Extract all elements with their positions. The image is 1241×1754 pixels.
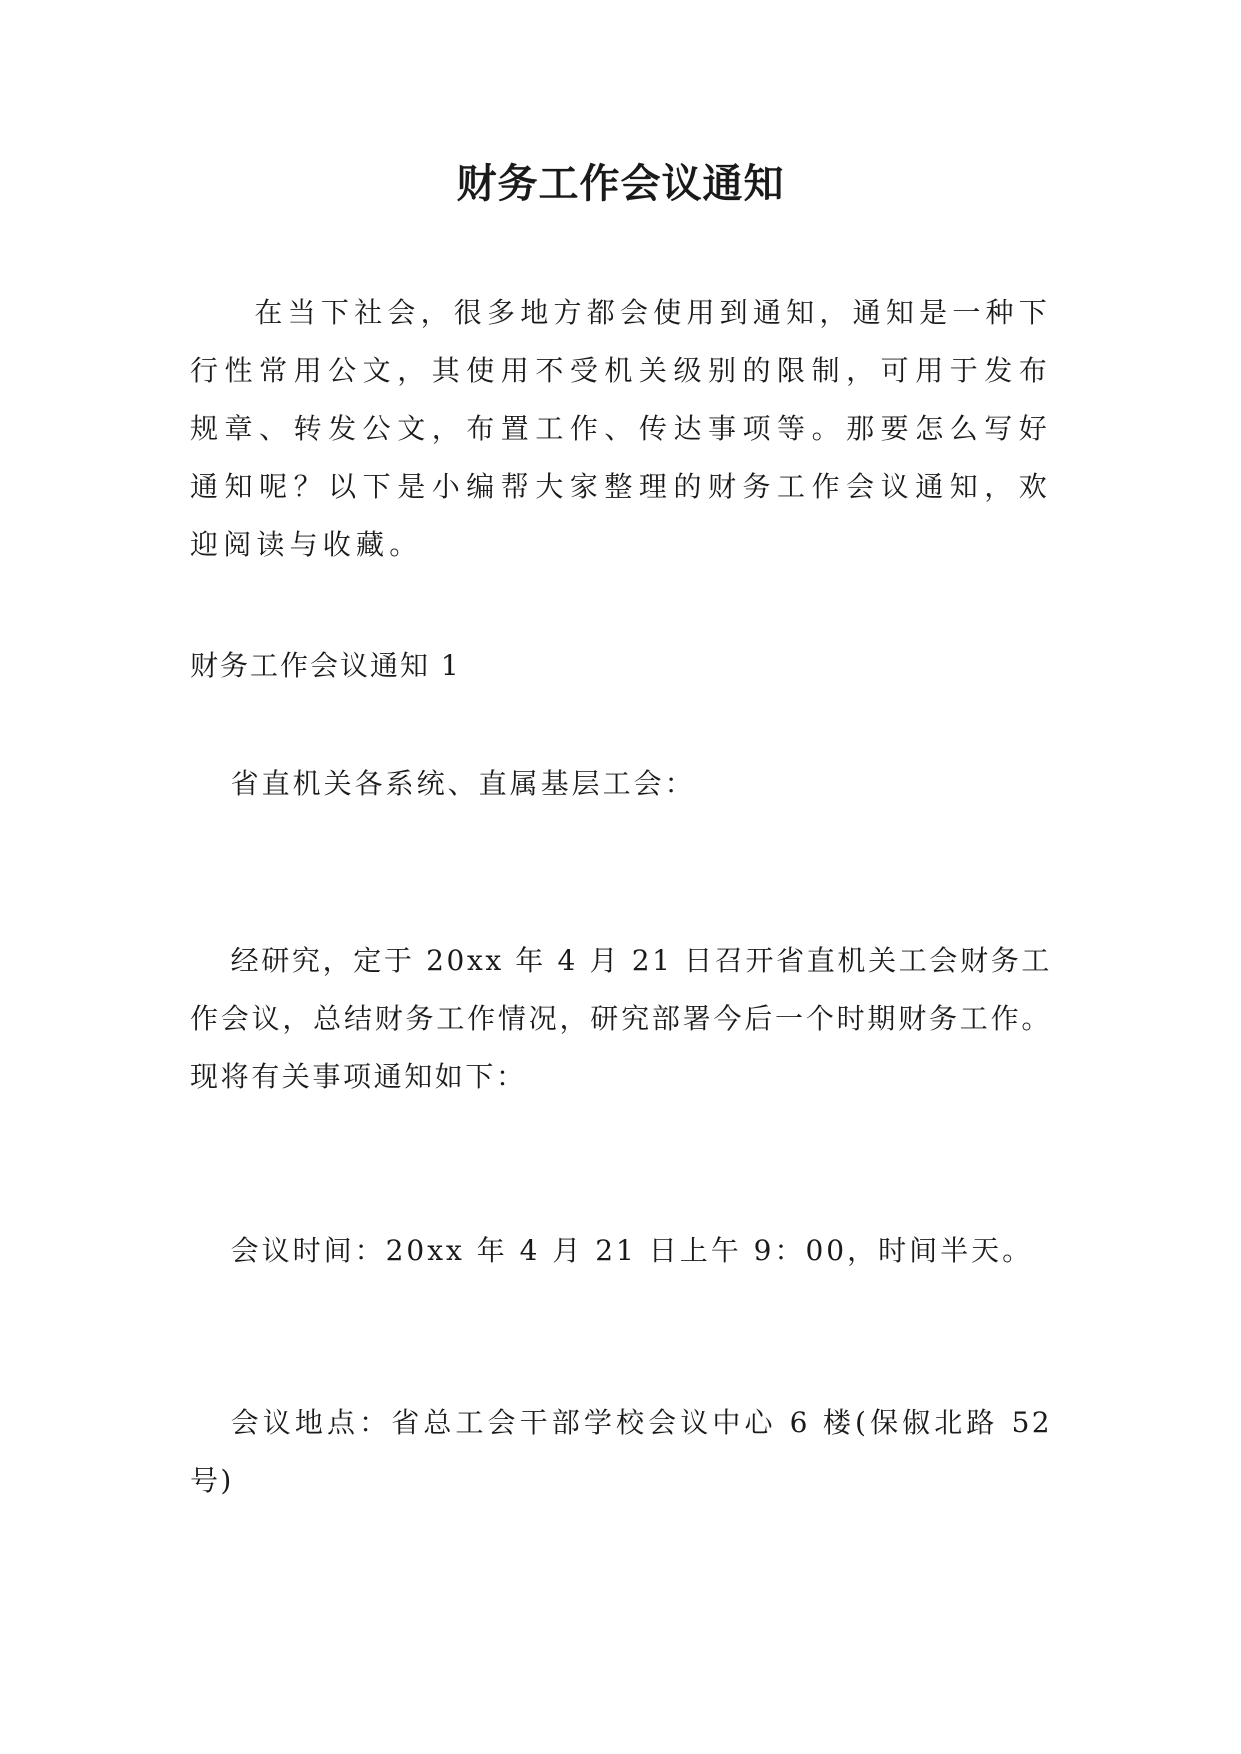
meeting-time: 会议时间：20xx 年 4 月 21 日上午 9：00，时间半天。 — [230, 1234, 1034, 1267]
meeting-place: 会议地点：省总工会干部学校会议中心 6 楼(保俶北路 52 号) — [190, 1406, 1052, 1497]
body-paragraph: 经研究，定于 20xx 年 4 月 21 日召开省直机关工会财务工作会议，总结财务工作情况，研究部署今后一个时期财务工作。现将有关事项通知如下： — [190, 944, 1052, 1093]
section-subtitle: 财务工作会议通知 1 — [190, 649, 461, 682]
document-title: 财务工作会议通知 — [456, 161, 785, 207]
salutation: 省直机关各系统、直属基层工会： — [230, 767, 696, 800]
intro-paragraph: 在当下社会，很多地方都会使用到通知，通知是一种下行性常用公文，其使用不受机关级别的限制，可用于发布规章、转发公文，布置工作、传达事项等。那要怎么写好通知呢？以下是小编帮大家整理的财务工作会议通知，欢迎阅读与收藏。 — [190, 296, 1052, 561]
